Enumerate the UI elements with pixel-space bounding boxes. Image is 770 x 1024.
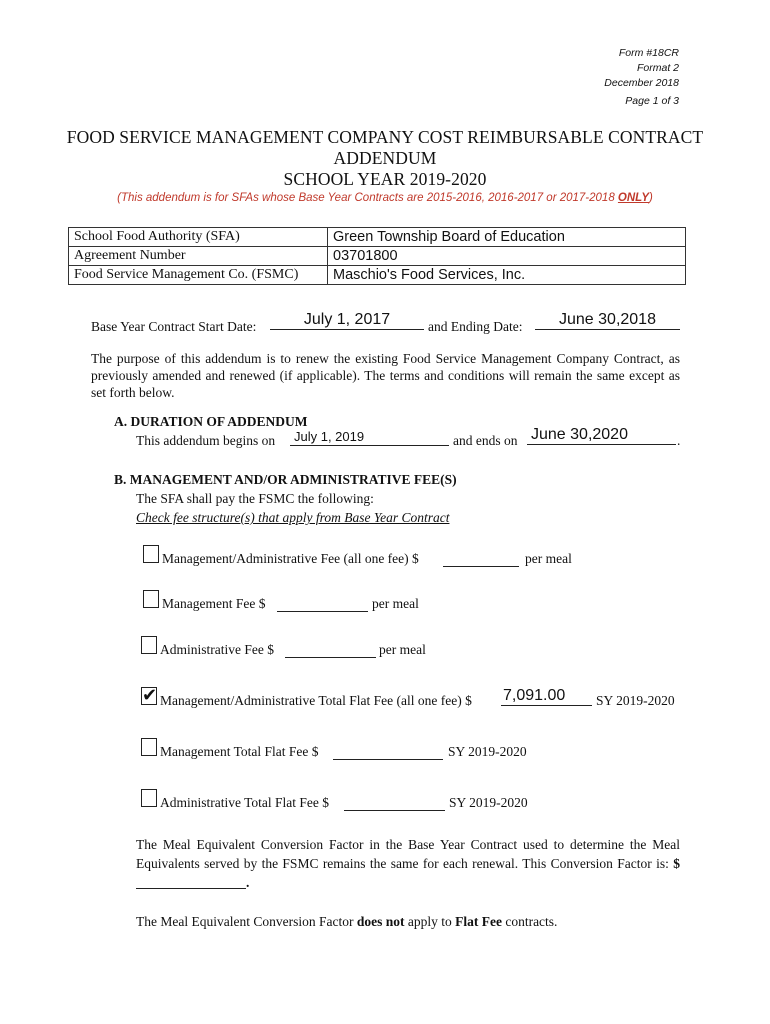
fee-option-suffix: per meal: [525, 551, 572, 566]
form-number: Form #18CR: [618, 47, 679, 59]
flat-fee-note: [136, 913, 557, 930]
section-a-heading: A. DURATION OF ADDENDUM: [114, 414, 308, 429]
fee-option-label: Management/Administrative Fee (all one fee) $: [162, 551, 419, 566]
note-close: ): [649, 192, 653, 204]
note-text: (This addendum is for SFAs whose Base Year Contracts are 2015-2016, 2016-2017 or 2017-2018: [117, 192, 618, 204]
note-only: ONLY: [617, 192, 650, 204]
flat-fee-note-prefix: The Meal Equivalent Conversion Factor: [136, 914, 357, 929]
title-line-3: SCHOOL YEAR 2019-2020: [283, 169, 487, 189]
page-number: Page 1 of 3: [625, 95, 679, 107]
conversion-period: .: [246, 875, 250, 890]
ends-label: and ends on: [453, 433, 518, 448]
sfa-label: School Food Authority (SFA): [69, 228, 328, 247]
fee-option-checkbox[interactable]: [141, 636, 157, 654]
table-row: [69, 228, 686, 247]
document-title: [0, 127, 770, 190]
fee-option-checkbox[interactable]: [143, 590, 159, 608]
fee-option-field[interactable]: [333, 743, 443, 760]
base-start-label: Base Year Contract Start Date:: [91, 319, 257, 334]
form-format: Format 2: [636, 62, 679, 74]
fee-option-field[interactable]: [277, 595, 368, 612]
fee-option-field[interactable]: [344, 794, 445, 811]
title-line-2: ADDENDUM: [333, 148, 437, 168]
fee-option-suffix: SY 2019-2020: [596, 693, 675, 708]
begins-label: This addendum begins on: [136, 433, 276, 448]
table-row: [69, 266, 686, 285]
fee-option-label: Management Fee $: [162, 596, 266, 611]
fee-option-checkbox[interactable]: [143, 545, 159, 563]
contract-info-table: [68, 227, 686, 285]
fsmc-label: Food Service Management Co. (FSMC): [69, 266, 328, 285]
base-end-label: and Ending Date:: [428, 319, 523, 334]
base-end-field[interactable]: June 30,2018: [535, 311, 680, 330]
flat-fee-note-does-not: does not: [356, 914, 405, 929]
fee-option-suffix: per meal: [372, 596, 419, 611]
fee-option-suffix: per meal: [379, 642, 426, 657]
ends-field[interactable]: June 30,2020: [527, 426, 676, 445]
fee-option-checkbox[interactable]: [141, 738, 157, 756]
agreement-value[interactable]: 03701800: [328, 247, 686, 266]
conversion-text: The Meal Equivalent Conversion Factor in the Base Year Contract used to determine the Meal Equivalents served by the FSMC remains the same for each renewal. This Conversion Factor is:: [136, 837, 680, 871]
check-mark-icon: ✔: [142, 685, 158, 706]
table-row: [69, 247, 686, 266]
title-line-1: FOOD SERVICE MANAGEMENT COMPANY COST REIMBURSABLE CONTRACT: [66, 127, 704, 147]
conversion-dollar: $: [673, 856, 680, 871]
form-date: December 2018: [604, 77, 679, 89]
sfa-value[interactable]: Green Township Board of Education: [328, 228, 686, 247]
flat-fee-note-middle: apply to: [404, 914, 456, 929]
section-b-instruction: Check fee structure(s) that apply from Base Year Contract: [136, 510, 450, 525]
fee-option-checkbox[interactable]: [141, 789, 157, 807]
section-b-intro: The SFA shall pay the FSMC the following:: [136, 491, 374, 506]
section-b-heading: B. MANAGEMENT AND/OR ADMINISTRATIVE FEE(S): [114, 472, 457, 487]
fee-option-checkbox-checked[interactable]: [141, 687, 157, 705]
flat-fee-note-flat-fee: Flat Fee: [455, 914, 502, 929]
ends-period: .: [677, 433, 681, 448]
conversion-factor-field[interactable]: [136, 874, 246, 889]
eligibility-note: [0, 192, 770, 204]
fee-option-field[interactable]: [443, 550, 519, 567]
fee-option-suffix: SY 2019-2020: [449, 795, 528, 810]
fee-option-label: Management Total Flat Fee $: [160, 744, 319, 759]
conversion-paragraph: [136, 835, 680, 892]
form-header: [604, 46, 679, 109]
fee-option-suffix: SY 2019-2020: [448, 744, 527, 759]
flat-fee-note-suffix: contracts.: [501, 914, 558, 929]
fsmc-value[interactable]: Maschio's Food Services, Inc.: [328, 266, 686, 285]
flat-fee-field[interactable]: 7,091.00: [501, 687, 592, 706]
purpose-paragraph: The purpose of this addendum is to renew the existing Food Service Management Company Contract, as previously amended and renewed (if applicable). The terms and conditions will remain the same except as set forth below.: [91, 351, 680, 400]
fee-option-field[interactable]: [285, 641, 376, 658]
begins-field[interactable]: July 1, 2019: [290, 429, 449, 446]
fee-option-label: Administrative Fee $: [160, 642, 274, 657]
fee-option-label: Management/Administrative Total Flat Fee (all one fee) $: [160, 693, 472, 708]
fee-option-label: Administrative Total Flat Fee $: [160, 795, 330, 810]
agreement-label: Agreement Number: [69, 247, 328, 266]
base-start-field[interactable]: July 1, 2017: [270, 311, 424, 330]
